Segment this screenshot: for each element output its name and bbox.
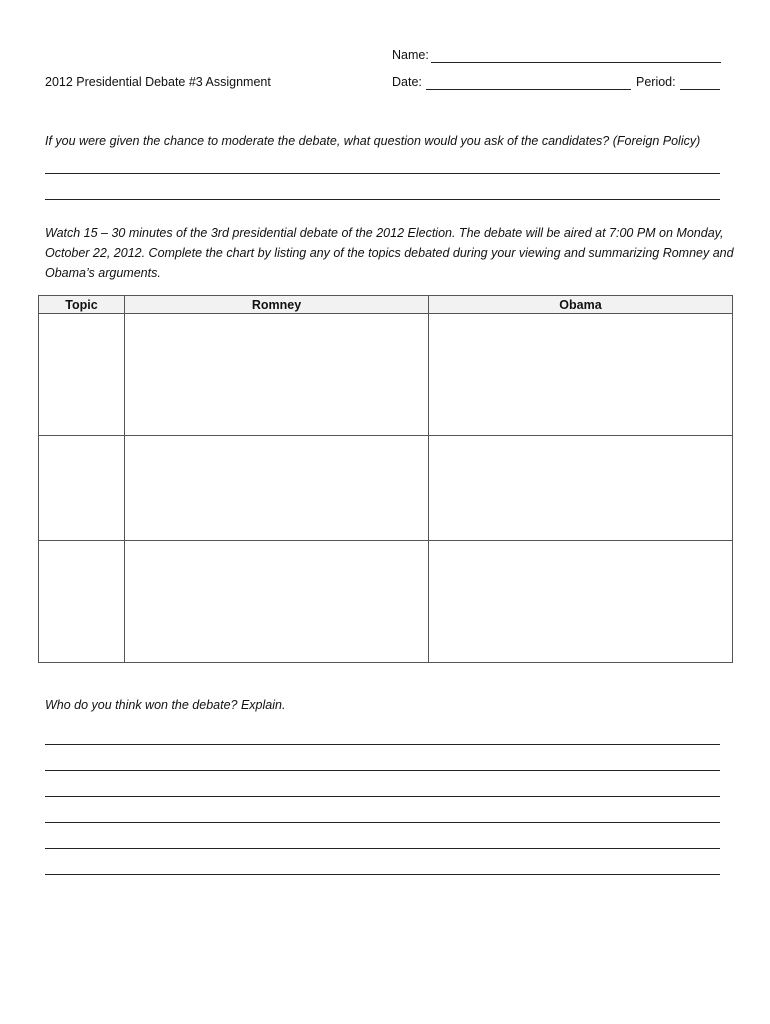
topic-column-header: Topic xyxy=(39,296,125,314)
obama-column-header: Obama xyxy=(429,296,733,314)
romney-column-header: Romney xyxy=(125,296,429,314)
date-label: Date: xyxy=(392,75,422,89)
answer-line-5[interactable] xyxy=(45,796,720,797)
name-label: Name: xyxy=(392,48,429,62)
obama-cell[interactable] xyxy=(429,314,733,436)
answer-line-6[interactable] xyxy=(45,822,720,823)
table-row xyxy=(39,435,733,541)
answer-line-3[interactable] xyxy=(45,744,720,745)
debate-chart-table xyxy=(38,295,733,663)
answer-line-8[interactable] xyxy=(45,874,720,875)
answer-line-2[interactable] xyxy=(45,199,720,200)
answer-line-1[interactable] xyxy=(45,173,720,174)
obama-cell[interactable] xyxy=(429,541,733,663)
answer-line-7[interactable] xyxy=(45,848,720,849)
romney-cell[interactable] xyxy=(125,435,429,541)
name-blank-line[interactable] xyxy=(431,62,721,63)
period-blank-line[interactable] xyxy=(680,89,720,90)
topic-cell[interactable] xyxy=(39,541,125,663)
assignment-title: 2012 Presidential Debate #3 Assignment xyxy=(45,75,271,89)
romney-cell[interactable] xyxy=(125,314,429,436)
instructions-paragraph: Watch 15 – 30 minutes of the 3rd presidential debate of the 2012 Election. The debate will be aired at 7:00 PM on Monday, October 22, 2012. Complete the chart by listing any of the topics debated during your viewing and summarizing Romney and Obama’s arguments. xyxy=(45,226,734,280)
answer-line-4[interactable] xyxy=(45,770,720,771)
table-row xyxy=(39,541,733,663)
topic-cell[interactable] xyxy=(39,314,125,436)
topic-cell[interactable] xyxy=(39,435,125,541)
winner-question: Who do you think won the debate? Explain. xyxy=(45,698,286,712)
table-header-row xyxy=(39,296,733,314)
table-row xyxy=(39,314,733,436)
obama-cell[interactable] xyxy=(429,435,733,541)
moderate-question: If you were given the chance to moderate the debate, what question would you ask of the candidates? (Foreign Policy) xyxy=(45,134,701,148)
date-blank-line[interactable] xyxy=(426,89,631,90)
period-label: Period: xyxy=(636,75,676,89)
romney-cell[interactable] xyxy=(125,541,429,663)
